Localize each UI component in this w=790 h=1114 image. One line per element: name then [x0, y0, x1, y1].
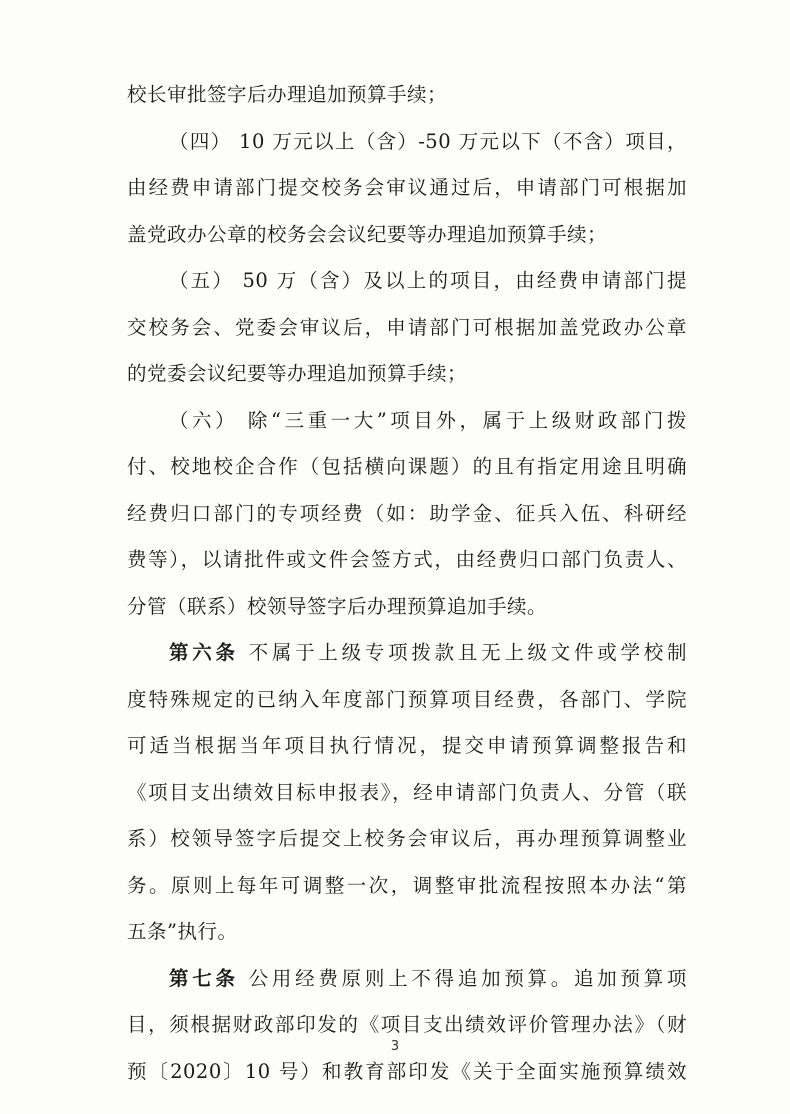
text-line: 五条”执行。 [127, 920, 238, 943]
text-line: （六） 除“三重一大”项目外，属于上级财政部门拨 [169, 408, 687, 432]
text-line: 预〔2020〕10 号）和教育部印发《关于全面实施预算绩效 [127, 1059, 687, 1083]
article-7-heading: 第七条 [169, 966, 239, 990]
page-number: 3 [390, 1039, 400, 1054]
text-line: 交校务会、党委会审议后，申请部门可根据加盖党政办公章 [127, 315, 687, 339]
article-7-first-line [127, 956, 687, 1003]
text-line: 系）校领导签字后提交上校务会审议后，再办理预算调整业 [127, 827, 687, 850]
text-line: （五） 50 万（含）及以上的项目，由经费申请部门提 [169, 269, 687, 292]
text-line: 校长审批签字后办理追加预算手续； [127, 83, 448, 106]
text-line: 可适当根据当年项目执行情况，提交申请预算调整报告和 [127, 734, 687, 757]
text-line: （四） 10 万元以上（含）-50 万元以下（不含）项目， [169, 129, 687, 153]
text-line: 分管（联系）校领导签字后办理预算追加手续。 [127, 594, 548, 618]
text-line: 务。原则上每年可调整一次，调整审批流程按照本办法“第 [127, 873, 687, 897]
article-7-text: 公用经费原则上不得追加预算。追加预算项 [238, 966, 687, 990]
document-body [127, 72, 687, 1095]
text-line: 由经费申请部门提交校务会审议通过后，申请部门可根据加 [127, 176, 687, 199]
text-line: 经费归口部门的专项经费（如：助学金、征兵入伍、科研经 [127, 501, 687, 525]
text-line: 的党委会议纪要等办理追加预算手续； [127, 362, 468, 385]
text-line: 费等），以请批件或文件会签方式，由经费归口部门负责人、 [127, 548, 687, 571]
text-line: 度特殊规定的已纳入年度部门预算项目经费，各部门、学院 [127, 687, 687, 711]
text-line: 《项目支出绩效目标申报表》，经申请部门负责人、分管（联 [127, 780, 687, 804]
article-6-heading: 第六条 [169, 641, 239, 664]
text-line: 付、校地校企合作（包括横向课题）的且有指定用途且明确 [127, 455, 687, 478]
text-line: 盖党政办公章的校务会会议纪要等办理追加预算手续； [127, 222, 608, 246]
article-6-first-line [127, 630, 687, 677]
article-6-text: 不属于上级专项拨款且无上级文件或学校制 [238, 641, 687, 664]
text-line: 目，须根据财政部印发的《项目支出绩效评价管理办法》（财 [127, 1013, 687, 1036]
